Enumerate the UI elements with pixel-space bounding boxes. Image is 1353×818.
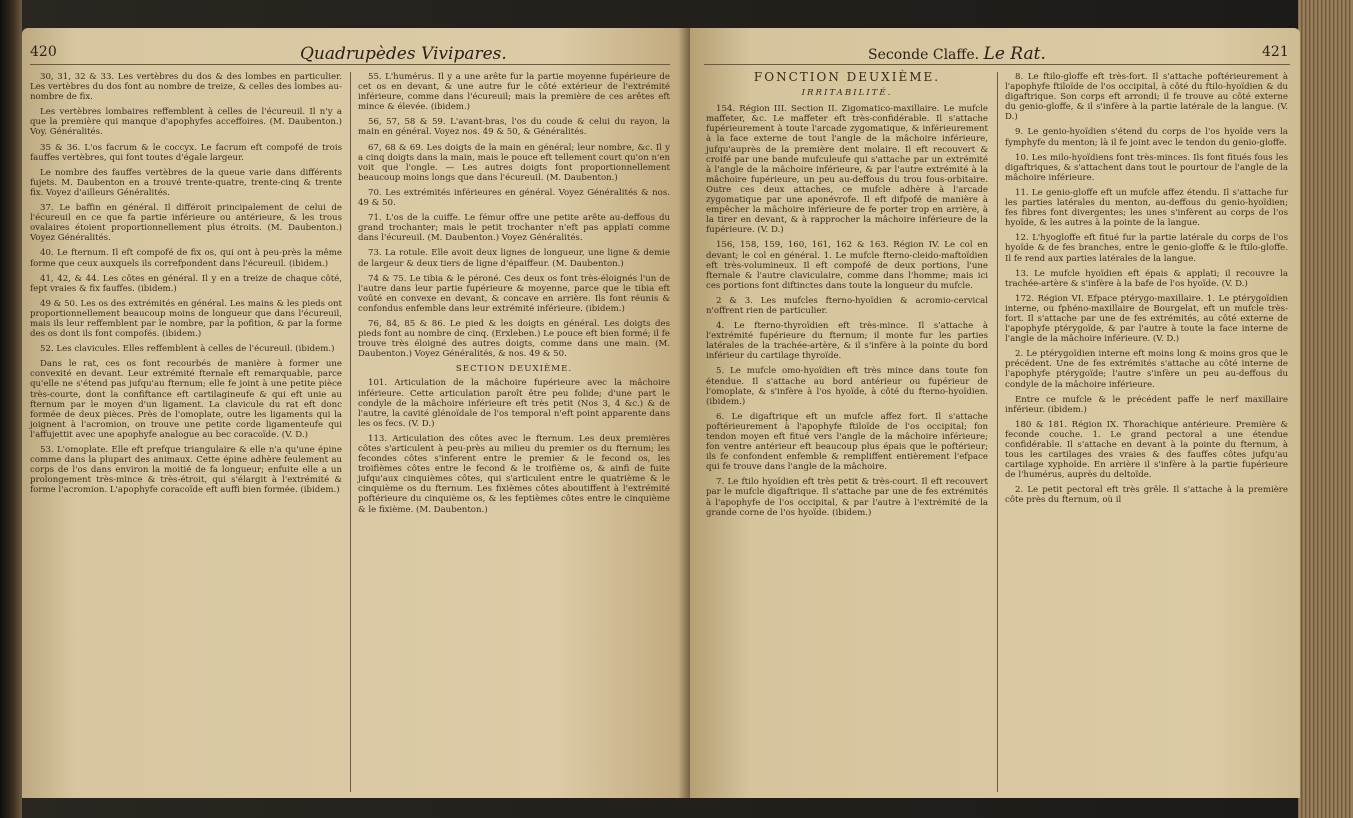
paragraph: 172. Région VI. Efpace ptérygo-maxillaire. 1. Le ptérygoïdien interne, ou fphéno-maxillaire de Bourgelat, eft un mufcle très-fort. Il s'attache par une de fes extrémités, au côté externe de l'apophyfe ptérygoïde, & par l'autre à toute la face interne de l'angle de la mâchoire inférieure. (V. D.) xyxy=(1005,293,1288,345)
paragraph: 2. Le ptérygoïdien interne eft moins long & moins gros que le précédent. Une de fes extrémités s'attache au côté interne de l'apophyfe ptérygoïde; l'autre s'infère un peu au-deffous du condyle de la mâchoire inférieure. xyxy=(1005,349,1288,390)
paragraph: 113. Articulation des côtes avec le fternum. Les deux premières côtes s'articulent à peu-près au milieu du premier os du fternum; les fecondes côtes s'inferent entre le premier & le fecond os, les troifièmes côtes entre le fecond & le troifième os, & ainfi de fuite jufqu'aux cinquièmes côtes, qui s'articulent entre le quatrième & le cinquième os du fternum. Les fixièmes côtes aboutiffent à l'extrémité poftérieure du cinquième os, & les feptièmes côtes entre le cinquième & le fixième. (M. Daubenton.) xyxy=(358,433,670,515)
section-heading: FONCTION DEUXIÈME. xyxy=(753,70,941,84)
paragraph: 30, 31, 32 & 33. Les vertèbres du dos & des lombes en particulier. Les vertèbres du dos font au nombre de treize, & celles des lombes au-nombre de fix. xyxy=(30,72,342,103)
paragraph: 9. Le genio-hyoïdien s'étend du corps de l'os hyoïde vers la fymphyfe du menton; là il fe joint avec le tendon du genio-gloffe. xyxy=(1005,127,1288,148)
paragraph: 4. Le fterno-thyroïdien eft très-mince. Il s'attache à l'extrémité fupérieure du fternum; il monte fur les parties latérales de la trachée-artère, & il s'infère à la pointe du bord inférieur du cartilage thyroïde. xyxy=(706,321,988,362)
paragraph: 35 & 36. L'os facrum & le coccyx. Le facrum eft compofé de trois fauffes vertèbres, qui font toutes d'égale largeur. xyxy=(30,142,342,163)
paragraph: 2 & 3. Les mufcles fterno-hyoïdien & acromio-cervical n'offrent rien de particulier. xyxy=(706,295,988,316)
paragraph: 71. L'os de la cuiffe. Le fémur offre une petite arête au-deffous du grand trochanter; mais le petit trochanter n'eft pas applati comme dans l'écureuil. (M. Daubenton.) Voyez Généralités. xyxy=(358,213,670,244)
paragraph: 56, 57, 58 & 59. L'avant-bras, l'os du coude & celui du rayon, la main en général. Voyez nos. 49 & 50, & Généralités. xyxy=(358,117,670,138)
paragraph: 74 & 75. Le tibia & le péroné. Ces deux os font très-éloignés l'un de l'autre dans leur partie fupérieure & moyenne, parce que le tibia eft voûté en convexe en devant, & concave en arrière. Ils font réunis & confondus enfemble dans leur extrémité inférieure. (ibidem.) xyxy=(358,273,670,314)
right-running-title-italic: Le Rat. xyxy=(983,44,1046,64)
paragraph: 70. Les extrémités inférieures en général. Voyez Généralités & nos. 49 & 50. xyxy=(358,187,670,209)
right-header-rule xyxy=(704,64,1290,65)
paragraph: 12. L'hyogloffe eft fitué fur la partie latérale du corps de l'os hyoïde & de fes branches, entre le genio-gloffe & le ftilo-gloffe. Il fe rend aux parties latérales de la langue. xyxy=(1005,233,1288,264)
paragraph: 10. Les milo-hyoïdiens font très-minces. Ils font fitués fous les digaftriques, & s'attachent dans tout le pourtour de l'angle de la mâchoire inférieure. xyxy=(1005,152,1288,183)
paragraph: 37. Le baffin en général. Il différoit principalement de celui de l'écureuil en ce que fa partie inférieure ou antérieure, & les trous ovalaires étoient proportionnellement plus étroits. (M. Daubenton.) Voyez Généralités. xyxy=(30,203,342,244)
left-page-number: 420 xyxy=(30,44,57,60)
right-column-2 xyxy=(1005,72,1288,792)
paragraph: 2. Le petit pectoral eft très grêle. Il s'attache à la première côte près du fternum, où il xyxy=(1005,485,1288,506)
paragraph: 11. Le genio-gloffe eft un mufcle affez étendu. Il s'attache fur les parties latérales du menton, au-deffous du genio-hyoïdien; fes fibres font divergentes; les unes s'infèrent au corps de l'os hyoïde, & les autres à la pointe de la langue. xyxy=(1005,187,1288,229)
right-page-number: 421 xyxy=(1262,44,1289,60)
paragraph: Les vertèbres lombaires reffemblent à celles de l'écureuil. Il n'y a que la première qui manque d'apophyfes acceffoires. (M. Daubenton.) Voy. Généralités. xyxy=(30,107,342,138)
right-running-title-plain: Seconde Claffe. xyxy=(868,47,980,63)
paragraph: 13. Le mufcle hyoïdien eft épais & applati; il recouvre la trachée-artère & s'infère à la bafe de l'os hyoïde. (V. D.) xyxy=(1005,268,1288,289)
left-column-2 xyxy=(358,72,670,792)
paragraph: Dans le rat, ces os font recourbés de manière à former une convexité en devant. Leur extrémité fternale eft remarquable, parce qu'elle ne s'étend pas jufqu'au fternum; elle fe joint à une petite pièce très-courte, dont la confiftance eft cartilagineufe & qui eft unie au fternum par le moyen d'un ligament. La clavicule du rat eft donc formée de deux pièces. Près de l'omoplate, outre les ligaments qui la joignent à l'acromion, on trouve une petite corde ligamenteufe qui l'affujettit avec une apophyfe analogue au bec coracoïde. (V. D.) xyxy=(30,359,342,440)
right-column-1 xyxy=(706,72,988,792)
paragraph: 67, 68 & 69. Les doigts de la main en général; leur nombre, &c. Il y a cinq doigts dans la main, mais le pouce eft tellement court qu'on n'en voit que l'ongle. — Les autres doigts font proportionnellement beaucoup moins longs que dans l'écureuil. (M. Daubenton.) xyxy=(358,142,670,183)
book-cover-edge-left xyxy=(0,0,22,818)
section-subheading: IRRITABILITÉ. xyxy=(801,88,893,99)
paragraph: 180 & 181. Région IX. Thorachique antérieure. Première & feconde couche. 1. Le grand pectoral a une étendue confidérable. Il s'attache en devant à la pointe du fternum, à tous les cartilages des vraies & des fauffes côtes jufqu'au cartilage xyphoïde. En arrière il s'infère à la partie fupérieure de l'humérus, auprès du deltoïde. xyxy=(1005,419,1288,481)
left-running-title-text: Quadrupèdes Vivipares. xyxy=(300,44,507,64)
book-page-edges-right xyxy=(1298,0,1353,818)
paragraph: 49 & 50. Les os des extrémités en général. Les mains & les pieds ont proportionnellement beaucoup moins de longueur que dans l'écureuil, mais ils leur reffemblent par le nombre, par la pofition, & par la forme des os dont ils font compofés. (ibidem.) xyxy=(30,298,342,340)
paragraph: Le nombre des fauffes vertèbres de la queue varie dans différents fujets. M. Daubenton en a trouvé trente-quatre, trente-cinq & trente fix. Voyez d'ailleurs Généralités. xyxy=(30,167,342,198)
paragraph: 6. Le digaftrique eft un mufcle affez fort. Il s'attache poftérieurement à l'apophyfe ftiloïde de l'os occipital; fon tendon moyen eft fitué vers l'angle de la mâchoire inférieure; fon ventre antérieur eft beaucoup plus épais que le poftérieur; ils fe confondent enfemble & rempliffent entièrement l'efpace qui fe trouve dans l'angle de la mâchoire. xyxy=(706,411,988,473)
paragraph: 8. Le ftilo-gloffe eft très-fort. Il s'attache poftérieurement à l'apophyfe ftiloïde de l'os occipital, à côté du ftilo-hyoïdien & du digaftrique. Son corps eft arrondi; il fe trouve au côté externe du genio-gloffe, & il s'infère à la partie latérale de la langue. (V. D.) xyxy=(1005,72,1288,123)
paragraph: SECTION DEUXIÈME. xyxy=(455,364,573,375)
left-column-divider xyxy=(350,72,351,792)
paragraph: 156, 158, 159, 160, 161, 162 & 163. Région IV. Le col en devant; le col en général. 1. Le mufcle fterno-cleido-maftoïdien eft très-volumineux. Il eft compofé de deux portions, l'une fternale & l'autre claviculaire, comme dans l'homme; mais ici ces portions font diftinctes dans toute la longueur du mufcle. xyxy=(706,240,988,291)
paragraph: 53. L'omoplate. Elle eft prefque triangulaire & elle n'a qu'une épine comme dans la plupart des animaux. Cette épine adhère feulement au corps de l'os dans environ la moitié de fa longueur; enfuite elle a un prolongement très-mince & très-étroit, qui s'élargit à l'extrémité & forme l'acromion. L'apophyfe coracoïde eft auffi bien formée. (ibidem.) xyxy=(30,445,342,496)
right-column-divider xyxy=(997,72,998,792)
left-header-rule xyxy=(30,64,670,65)
paragraph: Entre ce mufcle & le précédent paffe le nerf maxillaire inférieur. (ibidem.) xyxy=(1005,394,1288,415)
paragraph: 7. Le ftilo hyoïdien eft très petit & très-court. Il eft recouvert par le mufcle digaftrique. Il s'attache par une de fes extrémités à l'apophyfe de l'os occipital, & par l'autre à l'extrémité de la grande corne de l'os hyoïde. (ibidem.) xyxy=(706,477,988,518)
paragraph: 154. Région III. Section II. Zigomatico-maxillaire. Le mufcle maffeter, &c. Le maffeter eft très-confidérable. Il s'attache fupérieurement à toute l'arcade zygomatique, & inférieurement à la face externe de tout l'angle de la mâchoire inférieure, jufqu'auprès de la première dent molaire. Il eft recouvert & croifé par une bande mufculeufe qui s'attache par un extrémité à l'angle de la mâchoire inférieure, & par l'autre extrémité à la mâchoire fupérieure, un peu au-deffous du trou fous-orbitaire. Outre ces deux attaches, ce mufcle adhère à l'arcade zygomatique par une aponévrofe. Il eft difpofé de manière à empêcher la mâchoire inférieure de fe porter trop en arrière, à la tirer en devant, & à rapprocher la mâchoire inférieure de la fupérieure. (V. D.) xyxy=(706,104,988,236)
paragraph: 40. Le fternum. Il eft compofé de fix os, qui ont à peu-près la même forme que ceux auxquels ils correfpondent dans l'écureuil. (ibidem.) xyxy=(30,248,342,269)
paragraph: 41, 42, & 44. Les côtes en général. Il y en a treize de chaque côté, fept vraies & fix fauffes. (ibidem.) xyxy=(30,273,342,294)
paragraph: 73. La rotule. Elle avoit deux lignes de longueur, une ligne & demie de largeur & deux tiers de ligne d'épaiffeur. (M. Daubenton.) xyxy=(358,248,670,269)
left-running-title xyxy=(300,44,507,64)
paragraph: 5. Le mufcle omo-hyoïdien eft très mince dans toute fon étendue. Il s'attache au bord antérieur ou fupérieur de l'omoplate, & s'infère à l'os hyoïde, à côté du fterno-hyoïdien. (ibidem.) xyxy=(706,366,988,407)
paragraph: 76, 84, 85 & 86. Le pied & les doigts en général. Les doigts des pieds font au nombre de cinq. (Erxleben.) Le pouce eft bien formé; il fe trouve très éloigné des autres doigts, comme dans une main. (M. Daubenton.) Voyez Généralités, & nos. 49 & 50. xyxy=(358,318,670,360)
right-running-title xyxy=(868,44,1046,64)
left-column-1 xyxy=(30,72,342,792)
paragraph: 101. Articulation de la mâchoire fupérieure avec la mâchoire inférieure. Cette articulation paroît être peu folide; d'une part le condyle de la mâchoire inférieure eft très petit (Nos 3, 4 &c.) & de l'autre, la cavité glénoïdale de l'os temporal n'eft point apparente dans les os fecs. (V. D.) xyxy=(358,378,670,429)
paragraph: 55. L'humérus. Il y a une arête fur la partie moyenne fupérieure de cet os en devant, & une autre fur le côté extérieur de l'extrémité inférieure, comme dans l'écureuil; mais la première de ces arêtes eft mince & élevée. (ibidem.) xyxy=(358,72,670,113)
paragraph: 52. Les clavicules. Elles reffemblent à celles de l'écureuil. (ibidem.) xyxy=(40,344,335,355)
